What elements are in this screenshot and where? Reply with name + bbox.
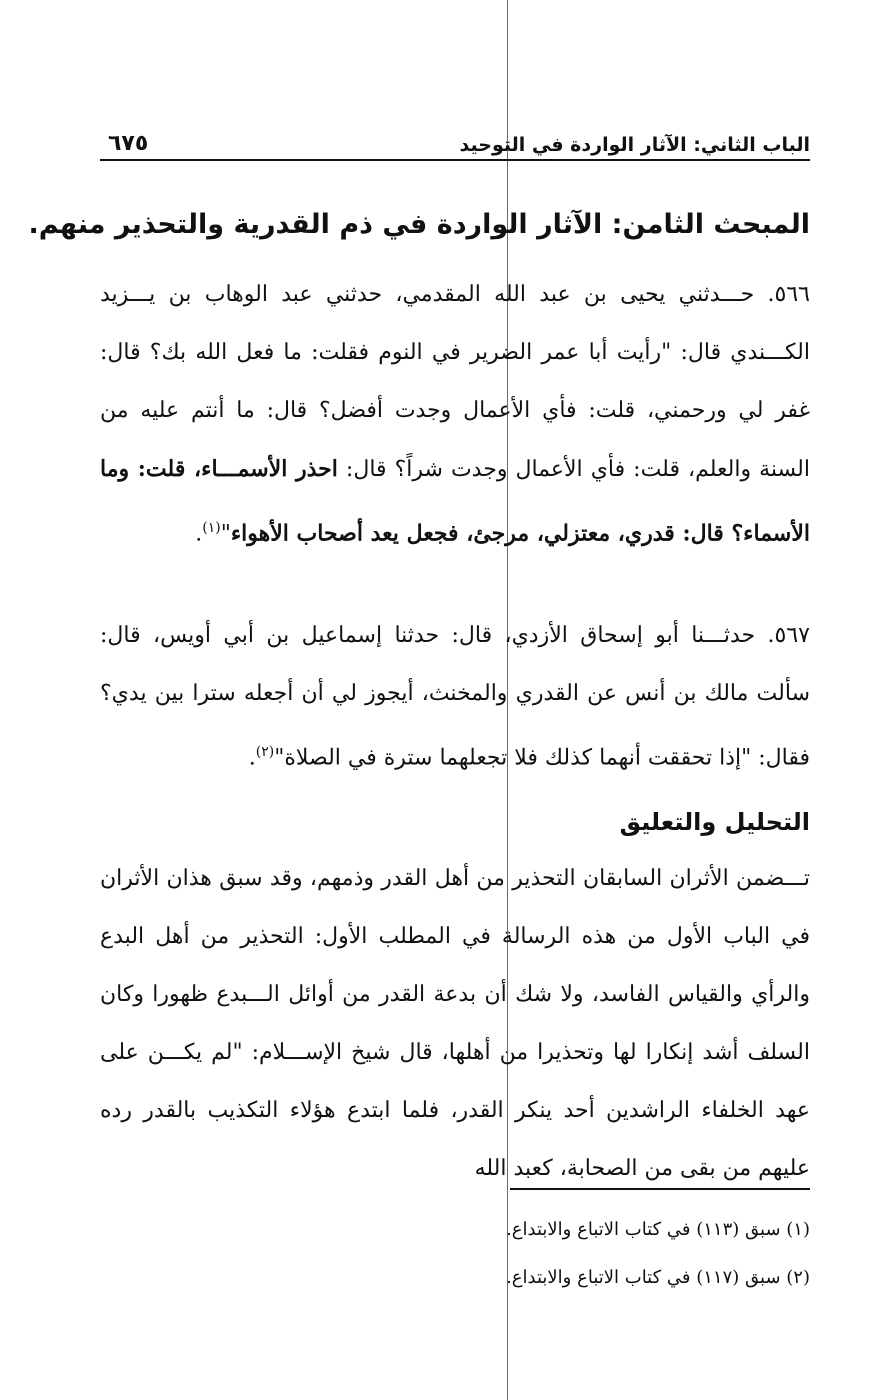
narration-566-end: . <box>195 521 203 547</box>
narration-566-quote: " <box>220 521 231 547</box>
narration-566-bold: احذر الأسمـــاء، قلت: وما الأسماء؟ قال: قدري، معتزلي، مرجئ، فجعل يعد أصحاب الأهواء <box>100 456 810 547</box>
narration-567-end: . <box>248 745 256 771</box>
narration-566 <box>100 266 810 563</box>
analysis-heading: التحليل والتعليق <box>619 808 810 836</box>
footnote-ref-2: (٢) <box>255 744 275 760</box>
running-header <box>100 116 810 161</box>
analysis-paragraph: تـــضمن الأثران السابقان التحذير من أهل القدر وذمهم، وقد سبق هذان الأثران في الباب الأول من هذه الرسالة في المطلب الأول: التحذير من أهل البدع والرأي والقياس الفاسد، ولا شك أن بدعة القدر من أوائل الـــبدع ظهورا وكان السلف أشد إنكارا لها وتحذيرا من أهلها، قال شيخ الإســـلام: "لم يكـــن على عهد الخلفاء الراشدين أحد ينكر القدر، فلما ابتدع هؤلاء التكذيب بالقدر رده عليهم من بقى من الصحابة، كعبد الله <box>100 866 810 1181</box>
narration-567 <box>100 607 810 787</box>
section-prefix: المبحث الثامن: <box>611 209 810 240</box>
book-page <box>28 0 810 1400</box>
narration-567-text: ٥٦٧. حدثـــنا أبو إسحاق الأزدي، قال: حدثنا إسماعيل بن أبي أويس، قال: سألت مالك بن أنس عن القدري والمخنث، أيجوز لي أن أجعله سترا بين يدي؟ فقال: "إذا تحققت أنهما كذلك فلا تجعلهما سترة في الصلاة" <box>100 623 810 771</box>
footnote-ref-1: (١) <box>202 520 221 536</box>
footnote-2: (٢) سبق (١١٧) في كتاب الاتباع والابتداع. <box>506 1267 810 1288</box>
footnote-1: (١) سبق (١١٣) في كتاب الاتباع والابتداع. <box>506 1219 810 1240</box>
narration-566-text: ٥٦٦. حـــدثني يحيى بن عبد الله المقدمي، حدثني عبد الوهاب بن يـــزيد الكـــندي قال: "رأيت أبا عمر الضرير في النوم فقلت: ما فعل الله بك؟ قال: غفر لي ورحمني، قلت: فأي الأعمال وجدت أفضل؟ قال: ما أنتم عليه من السنة والعلم، قلت: فأي الأعمال وجدت شراً؟ قال: <box>100 282 810 482</box>
section-title-text: الآثار الواردة في ذم القدرية والتحذير منهم. <box>28 209 612 240</box>
running-title: الباب الثاني: الآثار الواردة في التوحيد <box>459 134 810 156</box>
footnote-separator <box>510 1188 810 1190</box>
section-heading <box>28 196 810 254</box>
page-number: ٦٧٥ <box>108 131 149 156</box>
